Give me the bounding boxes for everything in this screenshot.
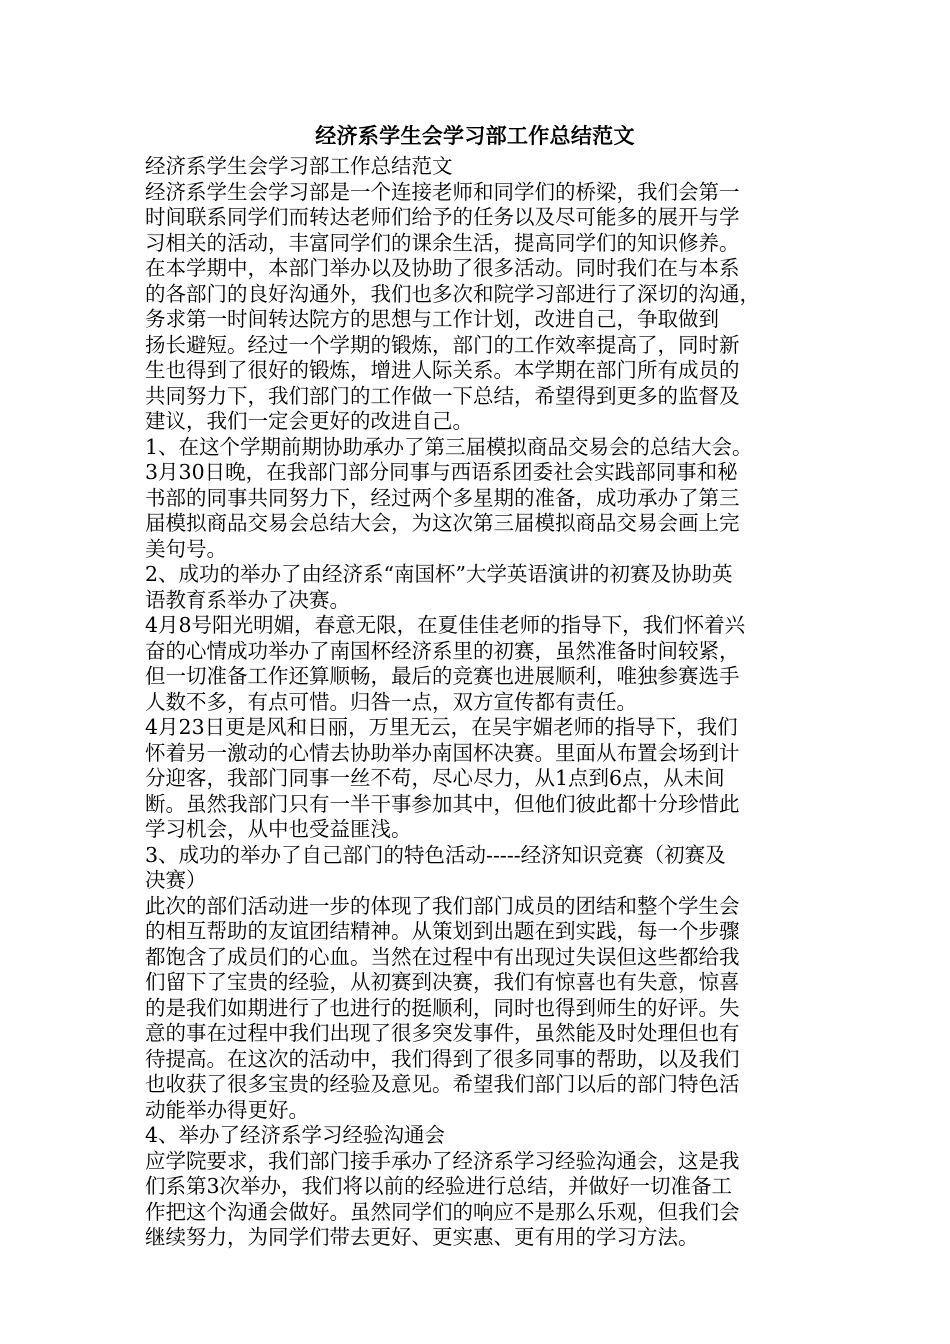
document-page xyxy=(145,118,805,1251)
body-text-line: 在本学期中，本部门举办以及协助了很多活动。同时我们在与本系 xyxy=(145,256,740,280)
body-text-line: 3、成功的举办了自己部门的特色活动-----经济知识竞赛（初赛及 xyxy=(145,842,726,867)
body-text-line: 美句号。 xyxy=(145,536,227,561)
body-text-line: 们留下了宝贵的经验，从初赛到决赛，我们有惊喜也有失意，惊喜 xyxy=(145,970,740,994)
body-text-line: 待提高。在这次的活动中，我们得到了很多同事的帮助，以及我们 xyxy=(145,1046,740,1071)
body-text-line: 决赛） xyxy=(145,868,207,892)
body-text-line: 时间联系同学们而转达老师们给予的任务以及尽可能多的展开与学 xyxy=(145,205,740,229)
body-text-line: 经济系学生会学习部工作总结范文 xyxy=(145,154,453,178)
body-text-line: 学习机会，从中也受益匪浅。 xyxy=(145,817,412,841)
body-text-line: 生也得到了很好的锻炼，增进人际关系。本学期在部门所有成员的 xyxy=(145,358,740,382)
body-text-line: 也收获了很多宝贵的经验及意见。希望我们部门以后的部门特色活 xyxy=(145,1072,740,1096)
body-text-line: 2、成功的举办了由经济系“南国杯”大学英语演讲的初赛及协助英 xyxy=(145,562,733,586)
body-text-line: 4、举办了经济系学习经验沟通会 xyxy=(145,1123,446,1147)
body-text-line: 书部的同事共同努力下，经过两个多星期的准备，成功承办了第三 xyxy=(145,485,740,510)
body-text-line: 们系第3次举办，我们将以前的经验进行总结，并做好一切准备工 xyxy=(145,1174,733,1198)
body-text-line: 人数不多，有点可惜。归咎一点，双方宣传都有责任。 xyxy=(145,689,637,714)
document-title: 经济系学生会学习部工作总结范文 xyxy=(315,123,635,148)
body-text-line: 但一切准备工作还算顺畅，最后的竞赛也进展顺利，唯独参赛选手 xyxy=(145,664,740,688)
body-text-line: 的相互帮助的友谊团结精神。从策划到出题在到实践，每一个步骤 xyxy=(145,919,740,943)
body-text-line: 断。虽然我部门只有一半干事参加其中，但他们彼此都十分珍惜此 xyxy=(145,791,740,816)
body-text-line: 经济系学生会学习部是一个连接老师和同学们的桥梁，我们会第一 xyxy=(145,179,740,204)
document-body xyxy=(145,154,805,1251)
body-text-line: 建议，我们一定会更好的改进自己。 xyxy=(145,409,473,433)
body-text-line: 继续努力，为同学们带去更好、更实惠、更有用的学习方法。 xyxy=(145,1225,699,1249)
body-text-line: 此次的部们活动进一步的体现了我们部门成员的团结和整个学生会 xyxy=(145,893,740,918)
body-text-line: 届模拟商品交易会总结大会，为这次第三届模拟商品交易会画上完 xyxy=(145,511,740,535)
body-text-line: 作把这个沟通会做好。虽然同学们的响应不是那么乐观，但我们会 xyxy=(145,1199,740,1224)
body-text-line: 怀着另一激动的心情去协助举办南国杯决赛。里面从布置会场到计 xyxy=(145,740,740,765)
body-text-line: 务求第一时间转达院方的思想与工作计划，改进自己，争取做到 xyxy=(145,307,719,331)
body-text-line: 奋的心情成功举办了南国杯经济系里的初赛，虽然准备时间较紧， xyxy=(145,638,740,663)
body-text-line: 习相关的活动，丰富同学们的课余生活，提高同学们的知识修养。 xyxy=(145,230,740,255)
body-text-line: 4月8号阳光明媚，春意无限，在夏佳佳老师的指导下，我们怀着兴 xyxy=(145,613,746,637)
body-text-line: 应学院要求，我们部门接手承办了经济系学习经验沟通会，这是我 xyxy=(145,1148,740,1173)
body-text-line: 1、在这个学期前期协助承办了第三届模拟商品交易会的总结大会。 xyxy=(145,434,753,459)
body-text-line: 4月23日更是风和日丽，万里无云，在吴宇媚老师的指导下，我们 xyxy=(145,715,738,739)
body-text-line: 的是我们如期进行了也进行的挺顺利，同时也得到师生的好评。失 xyxy=(145,995,740,1020)
body-text-line: 都饱含了成员们的心血。当然在过程中有出现过失误但这些都给我 xyxy=(145,944,740,969)
body-text-line: 共同努力下，我们部门的工作做一下总结，希望得到更多的监督及 xyxy=(145,383,740,408)
body-text-line: 的各部门的良好沟通外，我们也多次和院学习部进行了深切的沟通， xyxy=(145,281,760,306)
body-text-line: 扬长避短。经过一个学期的锻炼，部门的工作效率提高了，同时新 xyxy=(145,332,740,357)
body-text-line: 动能举办得更好。 xyxy=(145,1097,309,1122)
body-text-line: 语教育系举办了决赛。 xyxy=(145,587,350,612)
body-text-line: 分迎客，我部门同事一丝不苟，尽心尽力，从1点到6点，从未间 xyxy=(145,766,725,790)
body-text-line: 3月30日晚，在我部门部分同事与西语系团委社会实践部同事和秘 xyxy=(145,460,738,484)
body-text-line: 意的事在过程中我们出现了很多突发事件，虽然能及时处理但也有 xyxy=(145,1021,740,1045)
